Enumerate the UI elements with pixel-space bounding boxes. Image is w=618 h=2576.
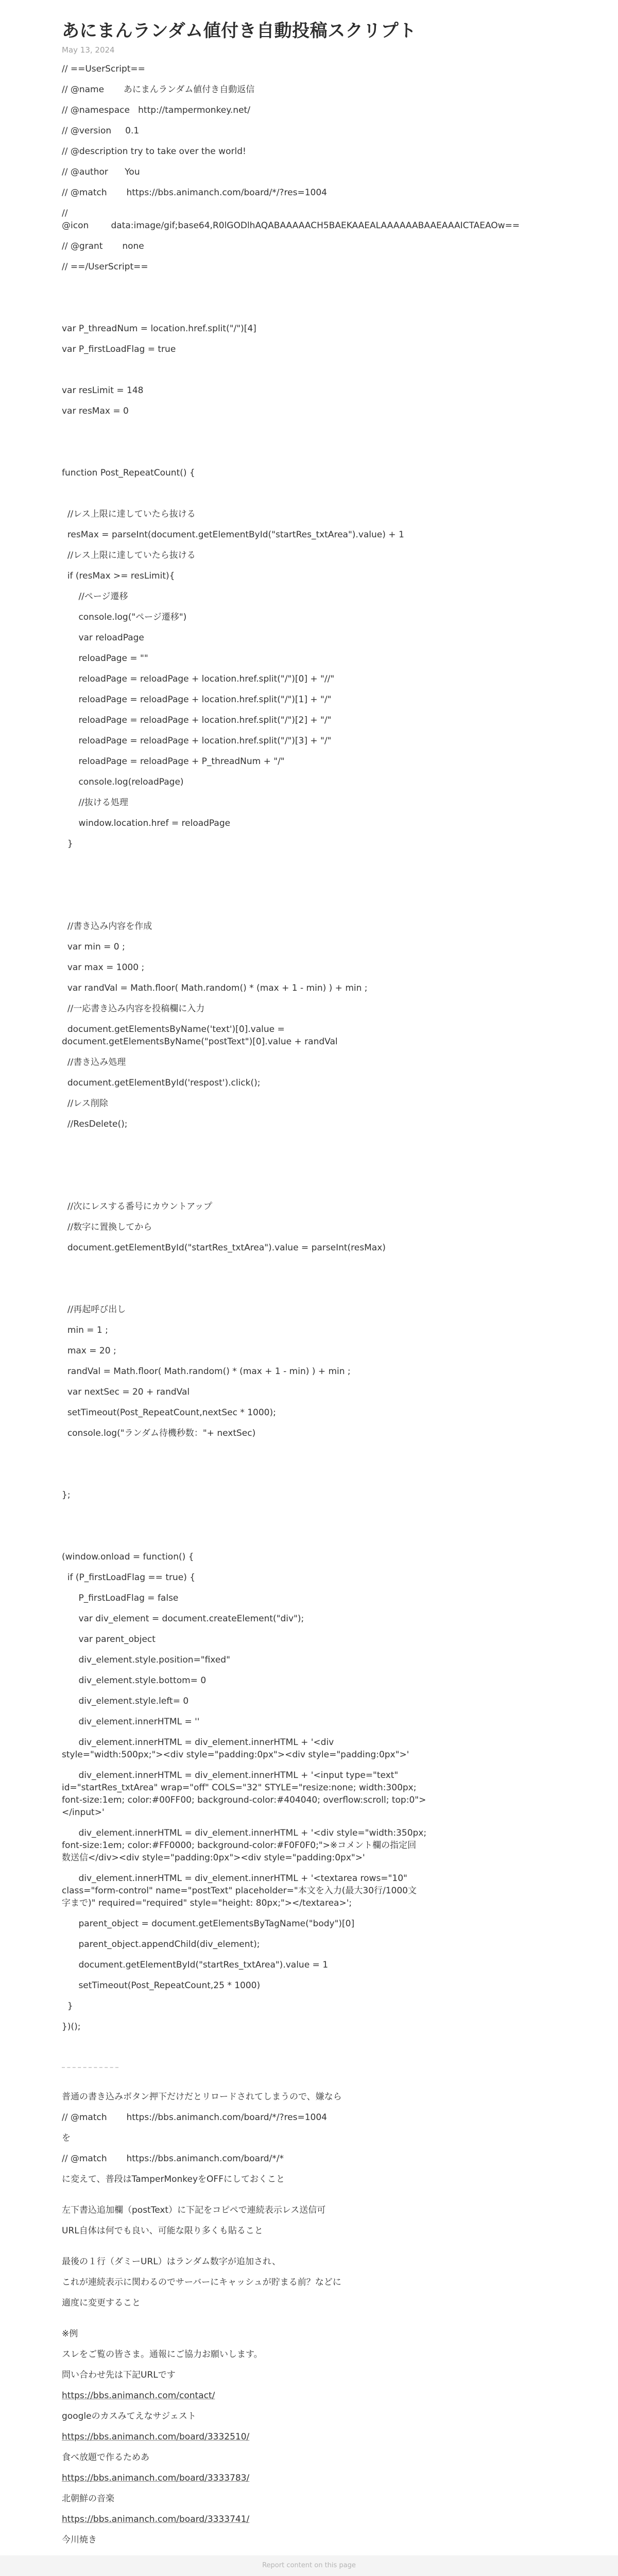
code-line: parent_object.appendChild(div_element); bbox=[62, 1939, 260, 1950]
spacer bbox=[62, 2080, 556, 2091]
example-line: 食べ放題で作るためあ bbox=[62, 2452, 149, 2463]
code-line: div_element.innerHTML = div_element.innerHTML + '<div style="width:350px; font-size:1em; color:#FF0000; background-color:#F0F0F0;">※コメント欄の指定回 数送信</div><div style="padding:0px"><div style="padding:0px">' bbox=[62, 1828, 427, 1863]
code-line: //ResDelete(); bbox=[62, 1119, 128, 1129]
code-line: function Post_RepeatCount() { bbox=[62, 468, 195, 478]
code-line: document.getElementById("startRes_txtArea").value = 1 bbox=[62, 1960, 329, 1970]
board-link[interactable]: https://bbs.animanch.com/contact/ bbox=[62, 2391, 215, 2401]
code-line bbox=[62, 858, 556, 871]
code-line: // @author You bbox=[62, 167, 140, 177]
example-line: googleのカスみてえなサジェスト bbox=[62, 2411, 196, 2421]
code-line: var resMax = 0 bbox=[62, 406, 129, 416]
example-line bbox=[62, 2389, 556, 2402]
code-line: //書き込み内容を作成 bbox=[62, 921, 152, 931]
code-line bbox=[62, 1468, 556, 1481]
code-line bbox=[62, 879, 556, 891]
board-link[interactable]: https://bbs.animanch.com/board/3333741/ bbox=[62, 2514, 250, 2524]
code-line: // ==UserScript== bbox=[62, 64, 145, 74]
note-line: を bbox=[62, 2133, 71, 2143]
code-line: var max = 1000 ; bbox=[62, 962, 145, 973]
posting-notes bbox=[62, 2204, 556, 2237]
note-line: これが連続表示に関わるのでサーバーにキャッシュが貯まる前？などに bbox=[62, 2277, 341, 2287]
note-line: // @match https://bbs.animanch.com/board/*/* bbox=[62, 2154, 284, 2164]
code-line bbox=[62, 1448, 556, 1460]
code-line: //書き込み処理 bbox=[62, 1057, 126, 1067]
code-line: console.log(reloadPage) bbox=[62, 777, 184, 787]
code-line bbox=[62, 1283, 556, 1295]
code-line: max = 20 ; bbox=[62, 1346, 116, 1356]
note-line: 最後の１行（ダミーURL）はランダム数字が追加され、 bbox=[62, 2257, 281, 2267]
code-line: var reloadPage bbox=[62, 633, 144, 643]
code-line bbox=[62, 446, 556, 459]
code-line bbox=[62, 1530, 556, 1543]
example-line bbox=[62, 2513, 556, 2526]
code-line: var P_threadNum = location.href.split("/")[4] bbox=[62, 324, 256, 334]
code-line: setTimeout(Post_RepeatCount,nextSec * 1000); bbox=[62, 1408, 276, 1418]
code-line: } bbox=[62, 839, 73, 849]
code-line: //次にレスする番号にカウントアップ bbox=[62, 1201, 213, 1212]
report-content-link[interactable]: Report content on this page bbox=[262, 2562, 356, 2569]
code-line: })(); bbox=[62, 2022, 81, 2032]
code-line bbox=[62, 900, 556, 912]
code-line: document.getElementById("startRes_txtArea").value = parseInt(resMax) bbox=[62, 1243, 386, 1253]
spacer bbox=[62, 2194, 556, 2204]
code-line: //数字に置換してから bbox=[62, 1222, 152, 1232]
code-line: // @grant none bbox=[62, 241, 144, 251]
code-line: var parent_object bbox=[62, 1634, 156, 1645]
page-footer bbox=[0, 2555, 618, 2576]
code-line: div_element.style.bottom= 0 bbox=[62, 1675, 207, 1686]
code-line: div_element.innerHTML = div_element.innerHTML + '<input type="text" id="startRes_txtArea" wrap="off" COLS="32" STYLE="resize:none; width:300px; font-size:1em; color:#00FF00; background-color:#404040; overflow:scroll; top:0"> </input>' bbox=[62, 1770, 426, 1818]
code-line: // ==/UserScript== bbox=[62, 262, 148, 272]
code-line: //ページ遷移 bbox=[62, 591, 128, 602]
code-line bbox=[62, 281, 556, 294]
page-title: あにまんランダム値付き自動投稿スクリプト bbox=[62, 21, 417, 41]
code-line: // @version 0.1 bbox=[62, 126, 140, 136]
code-line: //レス削除 bbox=[62, 1098, 108, 1109]
code-line: document.getElementsByName('text')[0].value = document.getElementsByName("postText")[0].value + randVal bbox=[62, 1024, 338, 1047]
code-line bbox=[62, 426, 556, 438]
code-line: window.location.href = reloadPage bbox=[62, 818, 231, 828]
example-line: スレをご覧の皆さま。通報にご協力お願いします。 bbox=[62, 2349, 263, 2360]
code-line: // @icon data:image/gif;base64,R0lGODlhAQABAAAAACH5BAEKAAEALAAAAAABAAEAAAICTAEAOw== bbox=[62, 208, 520, 231]
code-line: document.getElementById('respost').click(); bbox=[62, 1078, 261, 1088]
code-line bbox=[62, 364, 556, 376]
code-line: reloadPage = reloadPage + location.href.split("/")[3] + "/" bbox=[62, 736, 332, 746]
code-line: // @match https://bbs.animanch.com/board/*/?res=1004 bbox=[62, 188, 327, 198]
divider bbox=[62, 2062, 556, 2072]
code-line bbox=[62, 1510, 556, 1522]
example-line: 今川焼き bbox=[62, 2535, 97, 2545]
script-body bbox=[62, 63, 556, 2033]
example-line bbox=[62, 2431, 556, 2443]
example-line: 北朝鮮の音楽 bbox=[62, 2494, 114, 2504]
code-line: (window.onload = function() { bbox=[62, 1552, 194, 1562]
code-line: //再起呼び出し bbox=[62, 1304, 126, 1315]
spacer bbox=[62, 2317, 556, 2328]
code-line: reloadPage = "" bbox=[62, 653, 148, 664]
code-line bbox=[62, 1139, 556, 1151]
code-line: // @name あにまんランダム値付き自動返信 bbox=[62, 84, 255, 95]
code-line: setTimeout(Post_RepeatCount,25 * 1000) bbox=[62, 1980, 261, 1991]
code-line: div_element.style.left= 0 bbox=[62, 1696, 189, 1706]
article bbox=[62, 0, 556, 2576]
code-line: console.log("ページ遷移") bbox=[62, 612, 187, 622]
code-line bbox=[62, 1159, 556, 1172]
code-line: console.log("ランダム待機秒数："+ nextSec) bbox=[62, 1428, 256, 1438]
note-line: に変えて、普段はTamperMonkeyをOFFにしておくこと bbox=[62, 2174, 285, 2184]
code-line: }; bbox=[62, 1490, 71, 1500]
code-line: div_element.innerHTML = div_element.innerHTML + '<div style="width:500px;"><div style="padding:0px"><div style="padding:0px">' bbox=[62, 1737, 409, 1760]
code-line bbox=[62, 487, 556, 500]
code-line: //レス上限に達していたら抜ける bbox=[62, 550, 196, 561]
code-line: //レス上限に達していたら抜ける bbox=[62, 509, 196, 519]
code-line: } bbox=[62, 2001, 73, 2011]
code-line: //一応書き込み内容を投稿欄に入力 bbox=[62, 1004, 205, 1014]
code-line: if (resMax >= resLimit){ bbox=[62, 571, 175, 581]
note-line: URL自体は何でも良い、可能な限り多くも貼ること bbox=[62, 2226, 263, 2236]
code-line: P_firstLoadFlag = false bbox=[62, 1593, 179, 1603]
code-line bbox=[62, 302, 556, 314]
code-line: div_element.style.position="fixed" bbox=[62, 1655, 230, 1665]
code-line: reloadPage = reloadPage + location.href.split("/")[2] + "/" bbox=[62, 715, 332, 725]
note-line: 適度に変更すること bbox=[62, 2298, 141, 2308]
code-line bbox=[62, 1262, 556, 1275]
example-line bbox=[62, 2472, 556, 2484]
code-line: // @namespace http://tampermonkey.net/ bbox=[62, 105, 250, 115]
code-line: var P_firstLoadFlag = true bbox=[62, 344, 176, 354]
code-line: var resLimit = 148 bbox=[62, 385, 144, 396]
board-link[interactable]: https://bbs.animanch.com/board/3333783/ bbox=[62, 2473, 250, 2483]
example-heading: ※例 bbox=[62, 2329, 78, 2339]
example-line: 問い合わせ先は下記URLです bbox=[62, 2370, 176, 2380]
code-line: reloadPage = reloadPage + location.href.split("/")[0] + "//" bbox=[62, 674, 335, 684]
code-line: reloadPage = reloadPage + P_threadNum + "/" bbox=[62, 756, 285, 767]
code-line: var nextSec = 20 + randVal bbox=[62, 1387, 190, 1397]
code-line: div_element.innerHTML = '' bbox=[62, 1717, 200, 1727]
code-line: reloadPage = reloadPage + location.href.split("/")[1] + "/" bbox=[62, 694, 332, 705]
publish-date: May 13, 2024 bbox=[62, 45, 115, 55]
note-line: 左下書込追加欄（postText）に下記をコピペで連続表示レス送信可 bbox=[62, 2205, 326, 2215]
code-line: var randVal = Math.floor( Math.random() * (max + 1 - min) ) + min ; bbox=[62, 983, 368, 993]
code-line: parent_object = document.getElementsByTagName("body")[0] bbox=[62, 1919, 355, 1929]
code-line: resMax = parseInt(document.getElementById("startRes_txtArea").value) + 1 bbox=[62, 530, 404, 540]
example-list bbox=[62, 2348, 556, 2576]
board-link[interactable]: https://bbs.animanch.com/board/3332510/ bbox=[62, 2432, 250, 2442]
usage-notes bbox=[62, 2091, 556, 2185]
spacer bbox=[62, 2041, 556, 2062]
note-line: 普通の書き込みボタン押下だけだとリロードされてしまうので、嫌なら bbox=[62, 2092, 342, 2102]
code-line: if (P_firstLoadFlag == true) { bbox=[62, 1572, 196, 1583]
code-line: // @description try to take over the world! bbox=[62, 146, 246, 157]
code-line: div_element.innerHTML = div_element.innerHTML + '<textarea rows="10" class="form-control" name="postText" placeholder="本文を入力(最大30行/1000文 字まで)" required="required" style="height: 80px;"></textarea>'; bbox=[62, 1873, 417, 1908]
note-line: // @match https://bbs.animanch.com/board/*/?res=1004 bbox=[62, 2112, 327, 2123]
code-line: min = 1 ; bbox=[62, 1325, 108, 1335]
code-line: //抜ける処理 bbox=[62, 798, 128, 808]
code-line: var div_element = document.createElement("div"); bbox=[62, 1614, 304, 1624]
code-line: randVal = Math.floor( Math.random() * (max + 1 - min) ) + min ; bbox=[62, 1366, 351, 1377]
cache-notes bbox=[62, 2256, 556, 2309]
code-line: var min = 0 ; bbox=[62, 942, 125, 952]
spacer bbox=[62, 2245, 556, 2256]
code-line bbox=[62, 1180, 556, 1192]
